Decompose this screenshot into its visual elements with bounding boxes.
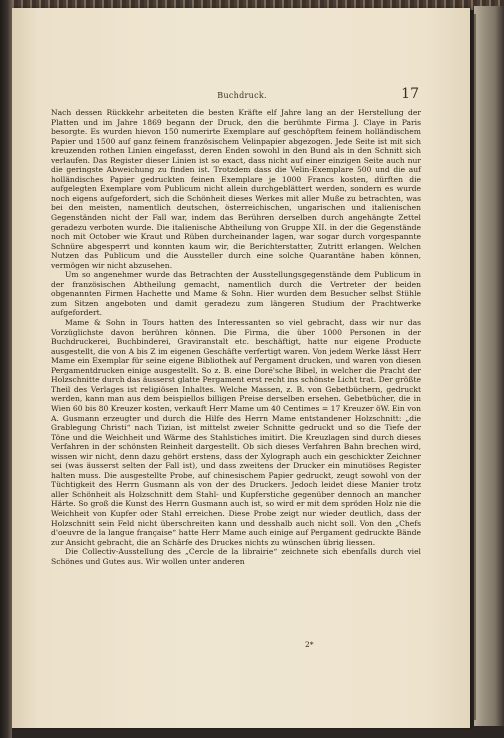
body-text: [51, 108, 421, 566]
running-title: Buchdruck.: [217, 91, 267, 100]
paragraph: Nach dessen Rückkehr arbeiteten die besten Kräfte elf Jahre lang an der Herstellung der Platten und im Jahre 1869 begann der Druck, den die berühmte Firma J. Claye in Paris besorgte. Es wurden hievon 150 numerirte Exemplare auf geschöpftem feinem holländischem Papier und 1500 auf ganz feinem französischem Velinpapier abgezogen. Jede Seite ist mit sich kreuzenden rothen Linien eingefasst, deren Enden sowohl in den Bund als in den Schnitt sich verlaufen. Das Register dieser Linien ist so exact, dass nicht auf einer einzigen Seite auch nur die geringste Abweichung zu finden ist. Trotzdem dass die Velin-Exemplare 500 und die auf holländisches Papier gedruckten feinen Exemplare je 1000 Francs kosten, dürften die aufgelegten Exemplare vom Publicum nicht allein durchgeblättert werden, sondern es wurde noch eigens aufgefordert, sich die Schönheit dieses Werkes mit aller Muße zu betrachten, was bei den meisten, namentlich deutschen, österreichischen, ungarischen und italienischen Gegenständen nicht der Fall war, indem das Berühren derselben durch angehängte Zettel geradezu verboten wurde. Die italienische Abtheilung von Gruppe XII. in der die Gegenstände noch mit October wie Kraut und Rüben durcheinander lagen, war sogar durch vorgespannte Schnüre abgesperrt und konnten kaum wir, die Berichterstatter, Zutritt erlangen. Welchen Nutzen das Publicum und die Aussteller durch eine solche Quarantäne haben können, vermögen wir nicht abzusehen.: [51, 108, 421, 270]
cover-board-line: [474, 14, 476, 720]
book-spine: [0, 0, 12, 738]
signature-mark: 2*: [305, 640, 314, 649]
paragraph: Mame & Sohn in Tours hatten des Interessanten so viel gebracht, dass wir nur das Vorzüglichste davon berühren können. Die Firma, die über 1000 Personen in der Buchdruckerei, Buchbinderei, Graviranstalt etc. beschäftigt, hatte nur eigene Producte ausgestellt, die von A bis Z im eigenen Geschäfte verfertigt waren. Von jedem Werke lässt Herr Mame ein Exemplar für seine eigene Bibliothek auf Pergament drucken, und waren von diesen Pergamentdrucken einige ausgestellt. So z. B. eine Doré'sche Bibel, in welcher die Pracht der Holzschnitte durch das äusserst glatte Pergament erst recht ins schönste Licht trat. Der größte Theil des Verlages ist religiösen Inhaltes. Welche Massen, z. B. von Gebetbüchern, gedruckt werden, kann man aus dem beispiellos billigen Preise derselben ersehen. Gebetbücher, die in Wien 60 bis 80 Kreuzer kosten, verkauft Herr Mame um 40 Centimes = 17 Kreuzer öW. Ein von A. Gusmann erzeugter und durch die Hilfe des Herrn Mame entstandener Holzschnitt: „die Grablegung Christi“ nach Tizian, ist mittelst zweier Schnitte gedruckt und so die Tiefe der Töne und die Weichheit und Wärme des Stahlstiches imitirt. Die Kreuzlagen sind durch dieses Verfahren in der schönsten Reinheit dargestellt. Ob sich dieses Verfahren Bahn brechen wird, wissen wir nicht, denn dazu gehört erstens, dass der Xylograph auch ein geschickter Zeichner sei (was äusserst selten der Fall ist), und dass zweitens der Drucker ein minutiöses Register halten muss. Die ausgestellte Probe, auf chinesischem Papier gedruckt, zeugt sowohl von der Tüchtigkeit des Herrn Gusmann als von der des Druckers. Jedoch leidet diese Manier trotz aller Schönheit als Holzschnitt dem Stahl- und Kupferstiche gegenüber dennoch an mancher Härte. So groß die Kunst des Herrn Gusmann auch ist, so wird er mit dem spröden Holz nie die Weichheit von Kupfer oder Stahl erreichen. Diese Probe zeigt nur wieder deutlich, dass der Holzschnitt sein Feld nicht überschreiten kann und desshalb auch nicht soll. Von den „Chefs d'oeuvre de la langue française“ hatte Herr Mame auch einige auf Pergament gedruckte Bände zur Ansicht gebracht, die an Schärfe des Druckes nichts zu wünschen übrig liessen.: [51, 318, 421, 547]
paragraph: Die Collectiv-Ausstellung des „Cercle de la librairie“ zeichnete sich ebenfalls durch viel Schönes und Gutes aus. Wir wollen unter anderen: [51, 547, 421, 566]
paragraph: Um so angenehmer wurde das Betrachten der Ausstellungsgegenstände dem Publicum in der französischen Abtheilung gemacht, namentlich durch die Vertreter der beiden obgenannten Firmen Hachette und Mame & Sohn. Hier wurden dem Besucher selbst Stühle zum Sitzen angeboten und damit geradezu zum längeren Studium der Prachtwerke aufgefordert.: [51, 270, 421, 318]
page-number: 17: [401, 86, 419, 102]
book-cover-edge: [474, 6, 504, 726]
page-header: [53, 86, 419, 106]
